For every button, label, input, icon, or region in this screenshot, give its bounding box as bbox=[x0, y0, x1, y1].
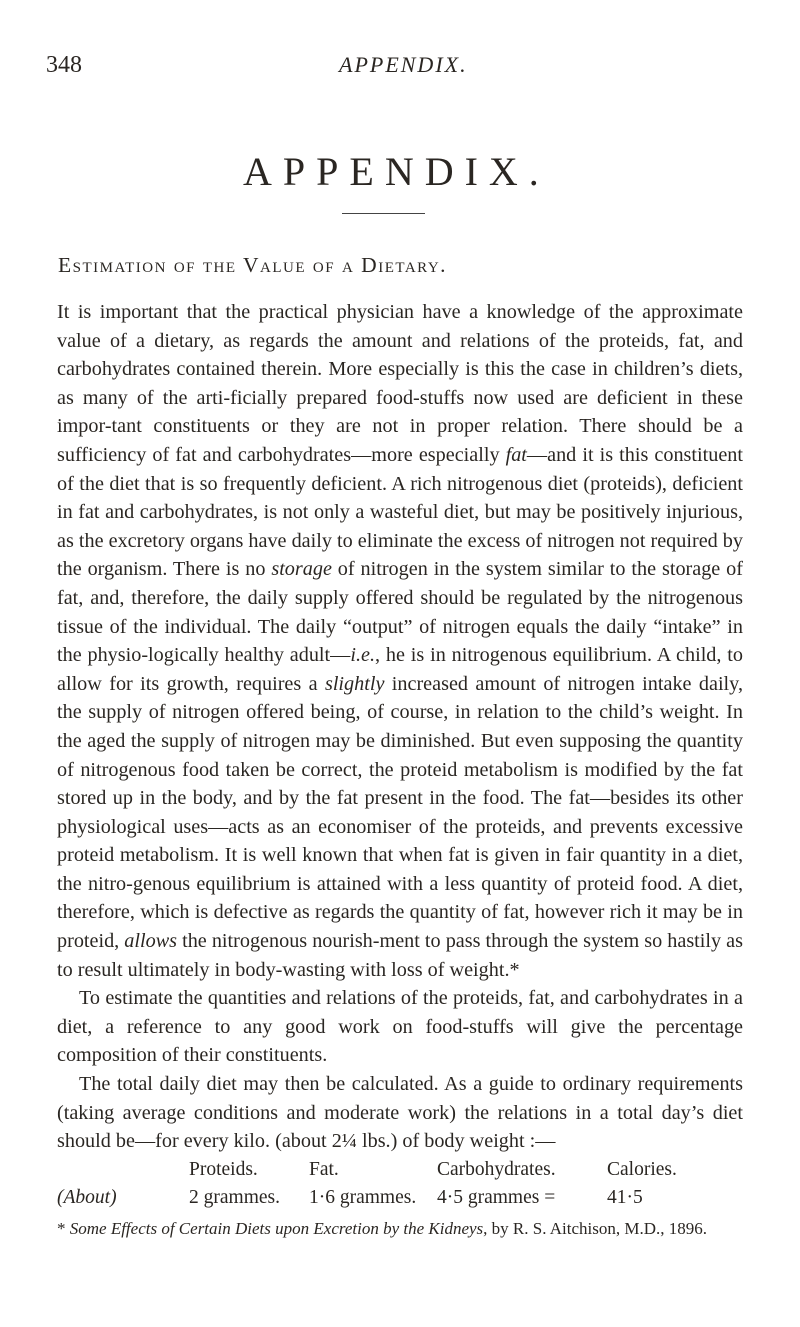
table-row-label: (About) bbox=[57, 1186, 117, 1208]
text-run: the nitrogenous nourish-ment to pass through the system so hastily as to result ultimately in body-wasting with loss of weight.* bbox=[57, 930, 743, 981]
emphasis: slightly bbox=[324, 672, 385, 695]
footnote-title: Some Effects of Certain Diets upon Excretion by the Kidneys bbox=[69, 1219, 484, 1238]
table-cell: 1·6 grammes. bbox=[309, 1186, 417, 1208]
table-header-row bbox=[57, 1156, 743, 1184]
footnote bbox=[57, 1218, 747, 1240]
emphasis: i.e. bbox=[350, 644, 376, 667]
table-header-cell: Fat. bbox=[309, 1158, 339, 1180]
table-cell: 4·5 grammes = bbox=[437, 1186, 556, 1208]
table-header-cell: Proteids. bbox=[189, 1158, 258, 1180]
footnote-mark: * bbox=[57, 1219, 70, 1238]
running-head bbox=[44, 52, 784, 86]
text-run: increased amount of nitrogen intake daily, the supply of nitrogen offered being, of course, in relation to the child’s weight. In the aged the supply of nitrogen may be diminished. But even supposing the quantity of nitrogenous food taken be correct, the proteid metabolism is modified by the fat stored up in the body, and by the fat present in the food. The fat—besides its other physiological uses—acts as an economiser of the proteids, and prevents excessive proteid metabolism. It is well known that when fat is given in fair quantity in a diet, the nitro-genous equilibrium is attained with a less quantity of proteid food. A diet, therefore, which is defective as regards the quantity of fat, however rich it may be in proteid, bbox=[57, 672, 743, 953]
table-cell: 2 grammes. bbox=[189, 1186, 280, 1208]
table-row bbox=[57, 1184, 743, 1212]
text-run: —and it is this constituent of the diet that is so frequently deficient. A rich nitrogenous diet (proteids), deficient in fat and carbohydrates, is not only a wasteful diet, but may be positively injurious, as the excretory organs have daily to eliminate the excess of nitrogen not required by the organism. There is no bbox=[57, 443, 743, 581]
table-header-cell: Carbohydrates. bbox=[437, 1158, 556, 1180]
body-text bbox=[57, 298, 743, 1212]
page-number: 348 bbox=[46, 52, 82, 78]
emphasis: allows bbox=[124, 930, 178, 953]
paragraph-3: The total daily diet may then be calculated. As a guide to ordinary requirements (taking average conditions and moderate work) the relations in a total day’s diet should be—for every kilo. (about 2¼ lbs.) of body weight :— bbox=[57, 1073, 743, 1153]
table-header-cell: Calories. bbox=[607, 1158, 677, 1180]
heading-rule bbox=[342, 213, 425, 214]
text-run: It is important that the practical physician have a knowledge of the approximate value of a dietary, as regards the amount and relations of the proteids, fat, and carbohydrates contained therein. More especially is this the case in children’s diets, as many of the arti-ficially prepared food-stuffs now used are deficient in these impor-tant constituents or they are not in proper relation. There should be a sufficiency of fat and carbohydrates—more especially bbox=[57, 301, 743, 466]
text-run: , he is in nitrogenous equilibrium. A child, to allow for its growth, requires a bbox=[57, 644, 743, 695]
paragraph-1 bbox=[57, 298, 743, 984]
paragraph-2: To estimate the quantities and relations of the proteids, fat, and carbohydrates in a diet, a reference to any good work on food-stuffs will give the percentage composition of their constituents. bbox=[57, 987, 743, 1067]
footnote-text: , by R. S. Aitchison, M.D., 1896. bbox=[483, 1219, 708, 1238]
section-heading: APPENDIX. bbox=[243, 149, 550, 194]
emphasis: storage bbox=[271, 558, 332, 581]
emphasis: fat bbox=[505, 443, 527, 466]
section-subheading: Estimation of the Value of a Dietary. bbox=[58, 253, 448, 277]
table-cell: 41·5 bbox=[607, 1186, 643, 1208]
running-title: APPENDIX. bbox=[339, 52, 468, 77]
text-run: of nitrogen in the system similar to the storage of fat, and, therefore, the daily supply offered should be regulated by the nitrogenous tissue of the individual. The daily “output” of nitrogen equals the daily “intake” in the physio-logically healthy adult— bbox=[57, 558, 743, 667]
table-header-cell bbox=[57, 1156, 189, 1184]
